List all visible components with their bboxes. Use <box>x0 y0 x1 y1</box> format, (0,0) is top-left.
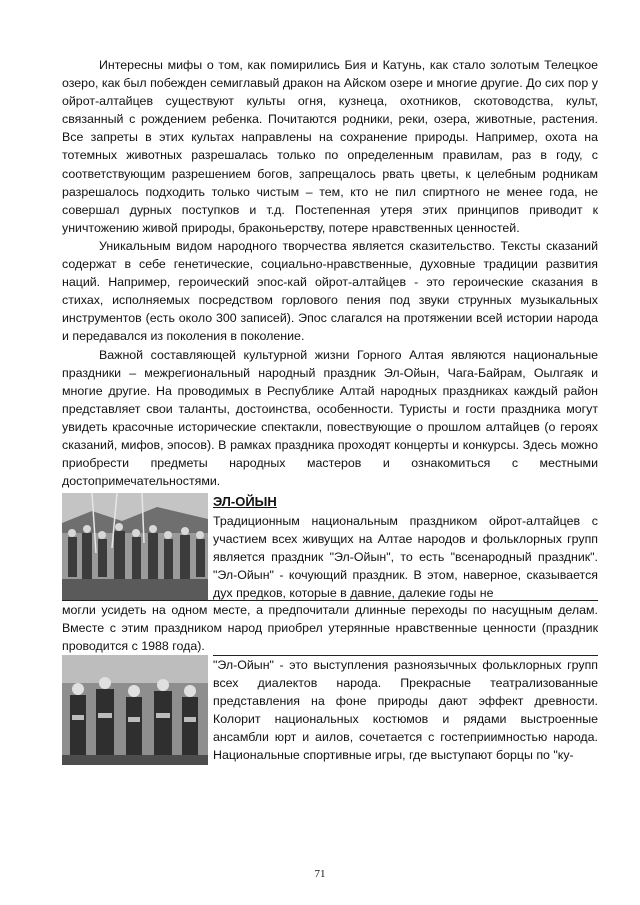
festival-photo-performers <box>62 655 208 765</box>
section-side-text-2 <box>213 656 598 765</box>
section-full-paragraph-1: могли усидеть на одном месте, а предпочитали длинные переходы по насущным делам. Вместе с этим праздником народ приобрел утерянные нравственные ценности (праздник проводится с 1988 года). <box>62 603 598 654</box>
section-side-text-1 <box>213 512 598 602</box>
intro-paragraph-holidays: Важной составляющей культурной жизни Горного Алтая являются национальные праздники – межрегиональный народный праздник Эл-Ойын, Чага-Байрам, Оылгаяк и многие другие. На проводимых в Республике Алтай народных праздниках каждый район представляет свои таланты, достоинства, особенности. Туристы и гости праздника могут увидеть красочные исторические спектакли, повествующие о прошлом алтайцев (о героях сказаний, мифов, эпосов). В рамках праздника проходят концерты и конкурсы. Здесь можно приобрести предметы народных мастеров и ознакомиться с местными достопримечательностями. <box>62 347 598 489</box>
page-number: 71 <box>314 868 326 880</box>
festival-photo-crowd <box>62 493 208 600</box>
intro-paragraph-storytelling: Уникальным видом народного творчества является сказительство. Тексты сказаний содержат в себе генетические, социально-нравственные, духовные традиции развития наций. Например, героический эпос-кай ойрот-алтайцев - это героические сказания в стихах, исполняемых посредством горлового пения под звуки струнных музыкальных инструментов (есть около 300 записей). Эпос слагался на протяжении всей истории народа и передавался из поколения в поколение. <box>62 238 598 344</box>
section-heading: ЭЛ-ОЙЫН <box>213 494 277 509</box>
section-full-text-1 <box>62 601 598 655</box>
intro-text <box>62 56 598 490</box>
section-side-paragraph-2: "Эл-Ойын" - это выступления разноязычных фольклорных групп всех диалектов народа. Прекрасные театрализованные представления на фоне природы дают эффект древности. Колорит национальных костюмов и рядами выстроенные ансамбли юрт и аилов, сочетается с гостеприимностью народа. Национальные спортивные игры, где выступают борцы по "ку- <box>213 658 598 763</box>
intro-paragraph-myths: Интересны мифы о том, как помирились Бия и Катунь, как стало золотым Телецкое озеро, как был побежден семиглавый дракон на Айском озере и многие другие. До сих пор у ойрот-алтайцев существуют культы огня, кузнеца, охотников, скотоводства, культ, связанный с рождением ребенка. Почитаются родники, реки, озера, животные, растения. Все запреты в этих культах направлены на сохранение природы. Например, охота на тотемных животных разрешалась только по определенным правилам, раз в году, с соответствующим разрешением богов, запрещалось рвать цветы, к целебным родникам разрешалось подходить только чистым – тем, кто не пил спиртного не менее года, не совершал дурных поступков и т.д. Постепенная утеря этих принципов приводит к уничтожению живой природы, браконьерству, потере нравственных ценностей. <box>62 58 598 235</box>
section-side-paragraph-1: Традиционным национальным праздником ойрот-алтайцев с участием всех живущих на Алтае народов и фольклорных групп является праздник "Эл-Ойын", то есть "всенародный праздник". "Эл-Ойын" - кочующий праздник. В этом, наверное, сказывается дух предков, которые в давние, далекие годы не <box>213 514 598 601</box>
